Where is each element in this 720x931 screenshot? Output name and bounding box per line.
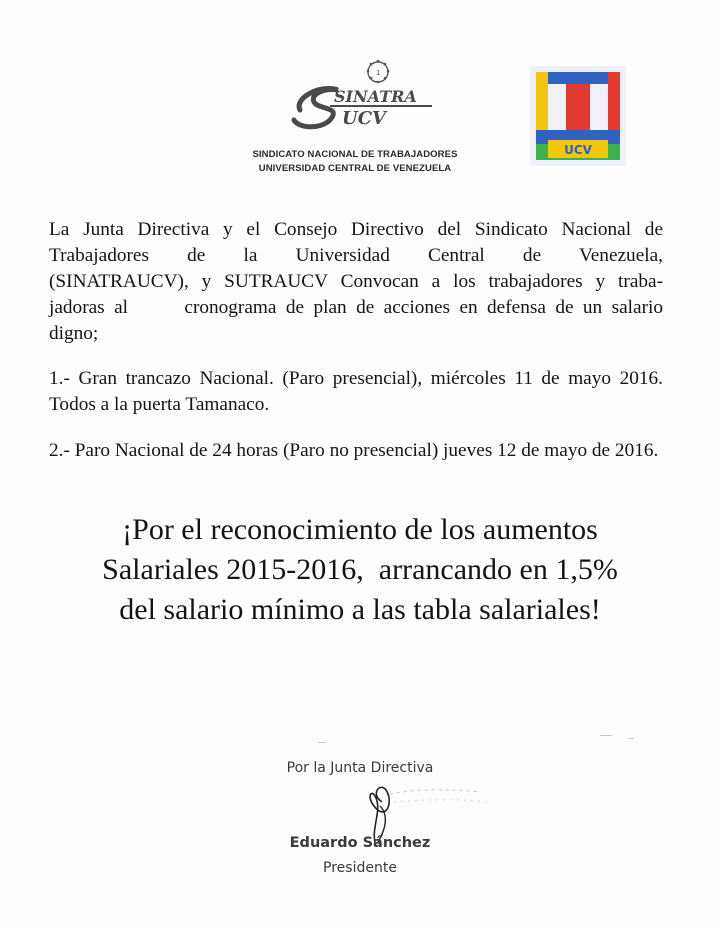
signatory-name: Eduardo Sánchez [289,835,431,851]
sinatraucv-logo [290,58,440,138]
scan-speck [628,738,634,739]
scan-speck [318,742,326,743]
intro-line: digno; [49,323,99,344]
slogan [40,510,680,630]
scan-speck [600,735,612,736]
list-item-1: 1.- Gran trancazo Nacional. (Paro presencial), miércoles 11 de mayo 2016. Todos a la puerta Tamanaco. [49,368,663,415]
signature-by-line: Por la Junta Directiva [286,760,434,776]
slogan-line: Salariales 2015-2016, arrancando en 1,5% [102,553,618,586]
org-name-line1: SINDICATO NACIONAL DE TRABAJADORES [252,149,458,160]
slogan-line: del salario mínimo a las tabla salariales! [119,593,601,626]
slogan-line: ¡Por el reconocimiento de los aumentos [122,513,598,546]
logo-text-top: SINATRA [334,87,417,106]
intro-line: La Junta Directiva y el Consejo Directivo del Sindicato Nacional de [49,219,663,240]
org-name-line2: UNIVERSIDAD CENTRAL DE VENEZUELA [258,163,452,174]
sutraucv-logo-text: UCV [564,143,592,157]
intro-line: (SINATRAUCV), y SUTRAUCV Convocan a los trabajadores y traba- [49,271,663,292]
intro-paragraph [49,217,663,347]
svg-text:1: 1 [376,69,381,77]
sutraucv-logo [530,66,626,166]
logo-text-bottom: UCV [342,108,386,129]
intro-line: Trabajadores de la Universidad Central de Venezuela, [49,245,663,266]
signatory-title: Presidente [323,860,397,876]
intro-line: jadoras al cronograma de plan de acciones en defensa de un salario [49,297,663,318]
list-item-2: 2.- Paro Nacional de 24 horas (Paro no presencial) jueves 12 de mayo de 2016. [49,440,659,461]
